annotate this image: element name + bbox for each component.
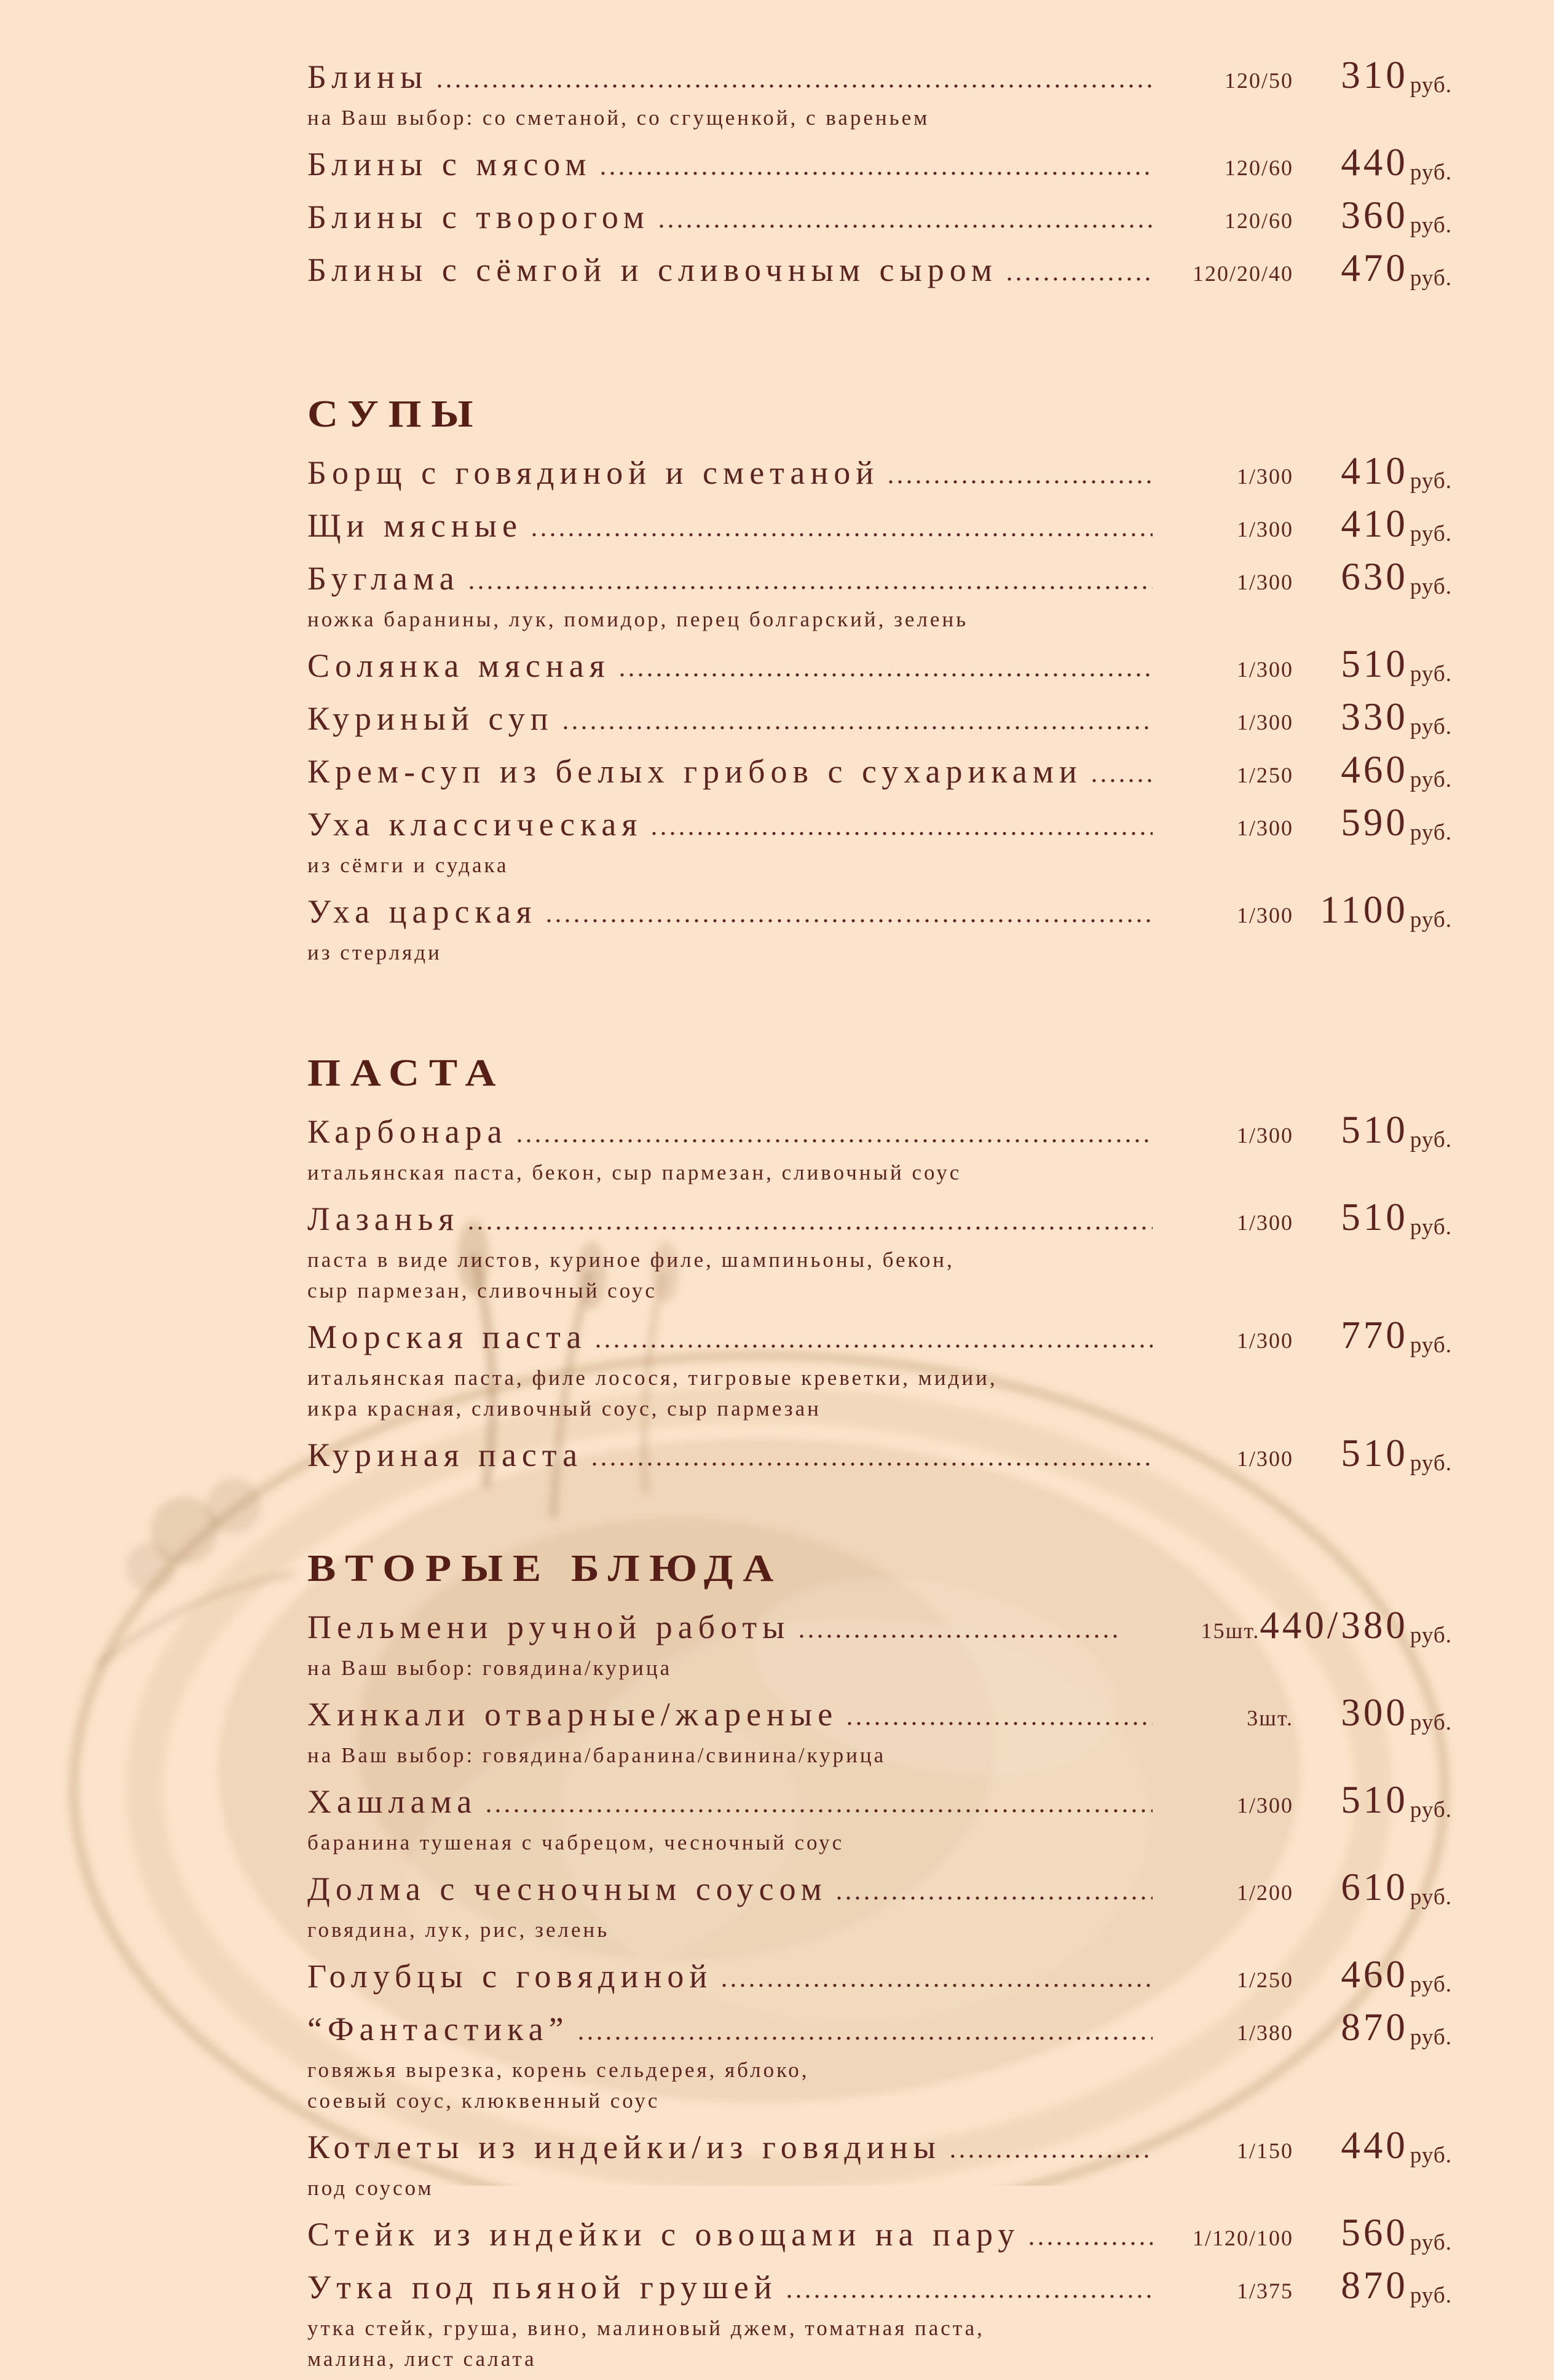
dotted-leader [1008,277,1153,281]
price-amount: 310 [1341,53,1408,97]
menu-item-row [307,192,1452,245]
price [1293,245,1452,298]
menu-item-name: Уха классическая [307,806,643,843]
menu-item-name: Буглама [307,560,460,597]
item-description: из стерляди [307,940,442,964]
price-currency: руб. [1410,1333,1452,1358]
menu-item-name: Крем-суп из белых грибов с сухариками [307,753,1083,790]
price-amount: 330 [1341,695,1408,738]
menu-item-name: Котлеты из индейки/из говядины [307,2129,941,2165]
menu-item-row [307,1106,1452,1159]
price-currency: руб. [1410,714,1452,739]
menu-item-row [307,1430,1452,1483]
price-amount: 1100 [1320,888,1408,931]
price-currency: руб. [1410,160,1452,185]
dotted-leader [837,1896,1153,1900]
dotted-leader [564,726,1153,730]
dotted-leader [620,673,1153,677]
price [1293,799,1452,852]
menu-item-name: Блины с мясом [307,146,592,183]
price-currency: руб. [1410,907,1452,932]
dotted-leader [601,171,1153,175]
menu-item-row [307,2122,1452,2175]
price [1293,886,1452,939]
dotted-leader [660,224,1153,228]
dotted-leader [532,533,1153,537]
dotted-leader [1030,2242,1153,2245]
price [1293,2004,1452,2057]
dotted-leader [787,2295,1153,2298]
section-title: СУПЫ [307,393,483,435]
item-description: паста в виде листов, куриное филе, шампиньоны, бекон, [307,1248,955,1272]
price [1293,500,1452,553]
portion-size: 1/120/100 [1192,2226,1293,2250]
menu-item-row [307,1602,1452,1655]
price [1293,139,1452,192]
price [1293,1106,1452,1159]
menu-section-soups [307,390,1452,967]
menu-item-name: Стейк из индейки с овощами на пару [307,2216,1020,2253]
price-currency: руб. [1410,1710,1452,1735]
item-description: ножка баранины, лук, помидор, перец болгарский, зелень [307,607,969,631]
price-currency: руб. [1410,1885,1452,1910]
dotted-leader [722,1984,1153,1987]
item-description: сыр пармезан, сливочный соус [307,1279,657,1302]
price-currency: руб. [1410,1623,1452,1648]
portion-size: 120/20/40 [1192,261,1293,286]
dotted-leader [487,1809,1153,1813]
portion-size: 120/50 [1224,68,1293,93]
menu-section-mains [307,1544,1452,2374]
dotted-leader [1092,779,1153,782]
portion-size: 1/150 [1236,2138,1293,2163]
menu-item-row [307,139,1452,192]
menu-item-row [307,799,1452,852]
price-currency: руб. [1410,767,1452,792]
menu-item-row [307,1776,1452,1829]
price-amount: 510 [1341,642,1408,685]
menu-item-name: Голубцы с говядиной [307,1958,713,1995]
menu-item-row [307,500,1452,553]
portion-size: 1/380 [1236,2020,1293,2045]
section-title: ВТОРЫЕ БЛЮДА [307,1548,784,1590]
price-amount: 470 [1341,246,1408,290]
menu-item-name: Пельмени ручной работы [307,1609,791,1645]
portion-size: 1/300 [1236,710,1293,735]
item-description: из сёмги и судака [307,853,509,877]
price-amount: 440 [1341,2124,1408,2167]
portion-size: 15шт. [1201,1618,1260,1643]
price-amount: 510 [1341,1108,1408,1151]
price [1260,1602,1452,1655]
portion-size: 1/300 [1236,464,1293,489]
menu-item-name: Хашлама [307,1783,478,1820]
menu-item-row [307,746,1452,799]
menu-item-name: Морская паста [307,1318,587,1355]
menu-section-pancakes [307,52,1452,298]
menu-item-row [307,447,1452,500]
price-currency: руб. [1410,521,1452,546]
price-currency: руб. [1410,2230,1452,2255]
price [1293,1194,1452,1247]
price-amount: 440 [1341,141,1408,184]
portion-size: 1/300 [1236,1328,1293,1353]
dotted-leader [469,1226,1153,1230]
price [1293,192,1452,245]
menu-item-row [307,693,1452,746]
item-description: соевый соус, клюквенный соус [307,2089,660,2113]
price [1293,746,1452,799]
dotted-leader [800,1634,1119,1638]
portion-size: 120/60 [1224,156,1293,180]
price-currency: руб. [1410,1972,1452,1997]
portion-size: 1/300 [1236,657,1293,682]
dotted-leader [547,919,1153,923]
menu-item-name: Уха царская [307,893,537,930]
dotted-leader [470,586,1153,589]
price-currency: руб. [1410,820,1452,845]
menu-item-name: Щи мясные [307,507,523,544]
price [1293,693,1452,746]
item-description: малина, лист салата [307,2347,537,2371]
price [1293,1430,1452,1483]
menu-item-row [307,2262,1452,2315]
price [1293,553,1452,606]
price-currency: руб. [1410,1797,1452,1822]
price-currency: руб. [1410,266,1452,291]
dotted-leader [889,480,1153,484]
menu-item-row [307,1864,1452,1917]
item-description: говядина, лук, рис, зелень [307,1918,610,1942]
price-amount: 510 [1341,1196,1408,1239]
menu-item-name: Лазанья [307,1200,460,1237]
portion-size: 3шт. [1247,1706,1293,1730]
menu-item-row [307,2004,1452,2057]
item-description: на Ваш выбор: говядина/курица [307,1656,672,1680]
price-amount: 870 [1341,2264,1408,2307]
dotted-leader [518,1139,1153,1143]
menu-item-name: Блины с сёмгой и сливочным сыром [307,251,998,288]
section-title: ПАСТА [307,1052,506,1094]
item-description: баранина тушеная с чабрецом, чесночный соус [307,1830,845,1854]
menu-item-row [307,1312,1452,1365]
price [1293,1689,1452,1742]
dotted-leader [951,2154,1153,2158]
price-amount: 510 [1341,1432,1408,1475]
price [1293,2122,1452,2175]
portion-size: 1/300 [1236,903,1293,928]
price [1293,1864,1452,1917]
item-description: итальянская паста, бекон, сыр пармезан, сливочный соус [307,1160,962,1184]
price [1293,447,1452,500]
portion-size: 1/300 [1236,1123,1293,1148]
price-amount: 440/380 [1260,1604,1408,1647]
price-currency: руб. [1410,468,1452,494]
dotted-leader [652,832,1153,835]
dotted-leader [596,1344,1153,1348]
price-amount: 360 [1341,194,1408,237]
price [1293,2209,1452,2262]
menu-item-row [307,52,1452,104]
menu-page [307,52,1452,2380]
portion-size: 1/300 [1236,1446,1293,1471]
menu-item-name: Солянка мясная [307,647,610,684]
price [1293,1951,1452,2004]
portion-size: 1/300 [1236,570,1293,594]
portion-size: 1/200 [1236,1880,1293,1905]
price-currency: руб. [1410,213,1452,238]
portion-size: 1/300 [1236,816,1293,840]
item-description: икра красная, сливочный соус, сыр пармезан [307,1397,821,1421]
item-description: на Ваш выбор: говядина/баранина/свинина/курица [307,1743,886,1767]
menu-item-row [307,640,1452,693]
menu-item-name: Хинкали отварные/жареные [307,1696,838,1733]
price-currency: руб. [1410,2283,1452,2308]
dotted-leader [593,1462,1153,1466]
price-currency: руб. [1410,1451,1452,1476]
price [1293,1776,1452,1829]
price-amount: 460 [1341,748,1408,791]
item-description: говяжья вырезка, корень сельдерея, яблоко, [307,2058,810,2082]
price-amount: 560 [1341,2211,1408,2254]
price-amount: 510 [1341,1778,1408,1821]
menu-item-row [307,1194,1452,1247]
price [1293,52,1452,104]
price-currency: руб. [1410,1215,1452,1240]
price-amount: 870 [1341,2006,1408,2049]
portion-size: 1/250 [1236,1968,1293,1992]
menu-item-row [307,886,1452,939]
portion-size: 1/300 [1236,1793,1293,1818]
price-amount: 410 [1341,502,1408,545]
price [1293,640,1452,693]
price-amount: 610 [1341,1866,1408,1909]
menu-item-name: Блины [307,58,428,95]
menu-item-name: Куриная паста [307,1436,583,1473]
dotted-leader [848,1722,1153,1725]
portion-size: 1/250 [1236,763,1293,787]
portion-size: 1/300 [1236,1210,1293,1235]
price-amount: 410 [1341,449,1408,492]
item-description: итальянская паста, филе лосося, тигровые креветки, мидии, [307,1366,998,1390]
price [1293,2262,1452,2315]
menu-item-row [307,1951,1452,2004]
menu-item-name: Куриный суп [307,700,554,737]
dotted-leader [438,84,1153,88]
dotted-leader [579,2036,1153,2040]
menu-item-name: Карбонара [307,1113,508,1150]
price-currency: руб. [1410,73,1452,98]
portion-size: 1/300 [1236,517,1293,542]
price-currency: руб. [1410,661,1452,687]
menu-item-row [307,553,1452,606]
price-currency: руб. [1410,1127,1452,1153]
menu-item-row [307,1689,1452,1742]
price [1293,1312,1452,1365]
price-currency: руб. [1410,2143,1452,2168]
price-amount: 770 [1341,1314,1408,1357]
portion-size: 120/60 [1224,208,1293,233]
price-currency: руб. [1410,574,1452,599]
price-amount: 300 [1341,1691,1408,1734]
item-description: под соусом [307,2176,434,2200]
menu-item-name: Утка под пьяной грушей [307,2269,778,2306]
item-description: утка стейк, груша, вино, малиновый джем, томатная паста, [307,2316,985,2340]
price-currency: руб. [1410,2025,1452,2050]
menu-item-row [307,245,1452,298]
price-amount: 590 [1341,801,1408,844]
menu-item-row [307,2209,1452,2262]
price-amount: 460 [1341,1953,1408,1996]
item-description: на Ваш выбор: со сметаной, со сгущенкой, с вареньем [307,106,930,130]
menu-item-name: “Фантастика” [307,2011,569,2047]
menu-item-name: Блины с творогом [307,199,650,235]
portion-size: 1/375 [1236,2279,1293,2303]
menu-section-pasta [307,1049,1452,1483]
menu-item-name: Борщ с говядиной и сметаной [307,454,880,491]
price-amount: 630 [1341,555,1408,598]
menu-item-name: Долма с чесночным соусом [307,1870,827,1907]
